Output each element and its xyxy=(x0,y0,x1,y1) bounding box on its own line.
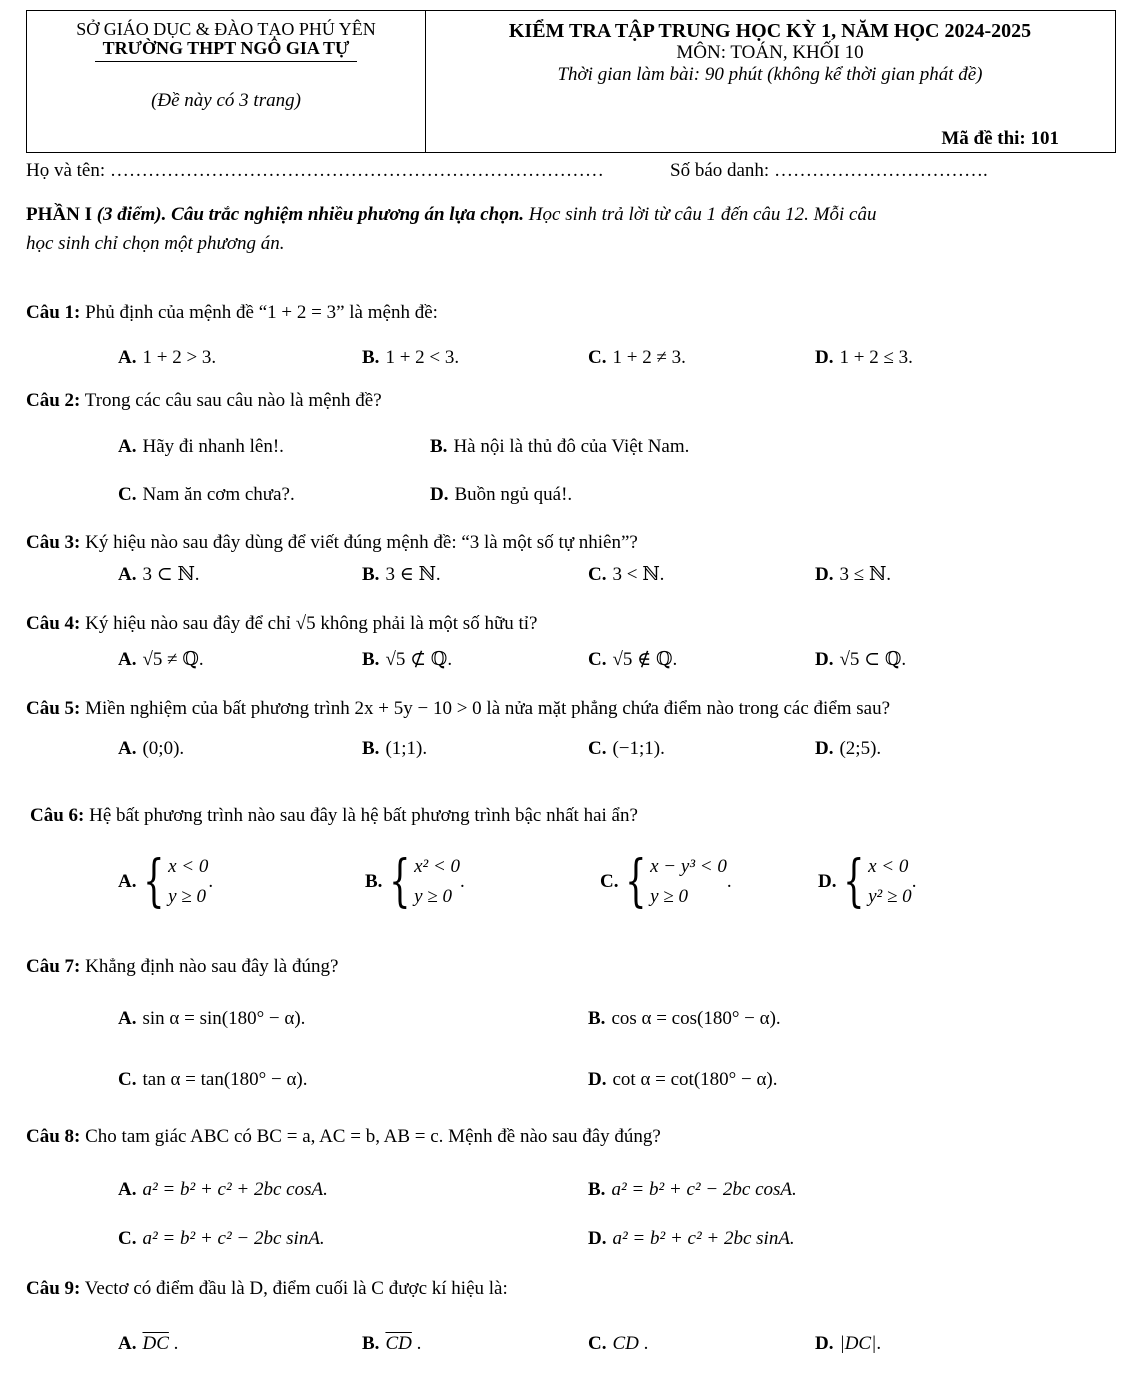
q2-option-a: A. Hãy đi nhanh lên!. xyxy=(118,436,284,457)
question-7 xyxy=(26,956,338,978)
question-text: Vectơ có điểm đầu là D, điểm cuối là C được kí hiệu là: xyxy=(84,1278,508,1299)
question-text: Trong các câu sau câu nào là mệnh đề? xyxy=(84,390,382,411)
question-2 xyxy=(26,390,382,412)
header-left xyxy=(27,11,426,152)
question-label: Câu 3: xyxy=(26,532,81,553)
question-label: Câu 9: xyxy=(26,1278,81,1299)
exam-time: Thời gian làm bài: 90 phút (không kể thời gian phát đề) xyxy=(557,64,983,85)
part1-points: (3 điểm). xyxy=(96,204,167,225)
header-right xyxy=(425,11,1115,152)
question-label: Câu 6: xyxy=(30,805,85,826)
part1-instruction-1: Học sinh trả lời từ câu 1 đến câu 12. Mỗi câu xyxy=(528,204,877,225)
q7-option-b: B. cos α = cos(180° − α). xyxy=(588,1008,781,1029)
question-label: Câu 7: xyxy=(26,956,81,977)
question-8 xyxy=(26,1126,661,1148)
question-label: Câu 8: xyxy=(26,1126,81,1147)
part1-title: PHẦN I xyxy=(26,204,92,225)
pages-note: (Đề này có 3 trang) xyxy=(151,90,301,111)
q9-option-a: A. $\overline{DC}$ . xyxy=(118,1333,179,1354)
department-name: SỞ GIÁO DỤC & ĐÀO TẠO PHÚ YÊN xyxy=(76,19,376,39)
q8-option-a: A. a² = b² + c² + 2bc cosA. xyxy=(118,1179,328,1200)
q1-option-d: D. 1 + 2 ≤ 3. xyxy=(815,347,913,368)
q8-option-c: C. a² = b² + c² − 2bc sinA. xyxy=(118,1228,325,1249)
q5-option-a: A. (0;0). xyxy=(118,738,185,759)
q8-option-b: B. a² = b² + c² − 2bc cosA. xyxy=(588,1179,797,1200)
part1-instructions xyxy=(26,200,1106,258)
part1-instruction-2: học sinh chỉ chọn một phương án. xyxy=(26,233,285,254)
q6-option-b: B. { x² < 0 y ≥ 0 . xyxy=(365,849,465,914)
q7-option-d: D. cot α = cot(180° − α). xyxy=(588,1069,778,1090)
q9-option-c: C. CD . xyxy=(588,1333,649,1354)
q3-option-c: C. 3 < ℕ. xyxy=(588,564,665,585)
question-5 xyxy=(26,698,890,720)
question-label: Câu 4: xyxy=(26,613,81,634)
q5-option-b: B. (1;1). xyxy=(362,738,428,759)
q2-option-d: D. Buồn ngủ quá!. xyxy=(430,484,573,505)
q5-option-c: C. (−1;1). xyxy=(588,738,665,759)
q2-option-c: C. Nam ăn cơm chưa?. xyxy=(118,484,295,505)
question-4 xyxy=(26,613,538,635)
q6-option-c: C. { x − y³ < 0 y ≥ 0 . xyxy=(600,849,732,914)
question-text: Ký hiệu nào sau đây dùng để viết đúng mệnh đề: “3 là một số tự nhiên”? xyxy=(85,532,638,553)
q4-option-a: A. √5 ≠ ℚ. xyxy=(118,649,204,670)
school-underline xyxy=(95,61,357,62)
question-3 xyxy=(26,532,638,554)
q3-option-b: B. 3 ∈ ℕ. xyxy=(362,564,441,585)
question-text: Hệ bất phương trình nào sau đây là hệ bất phương trình bậc nhất hai ẩn? xyxy=(89,805,638,826)
question-label: Câu 5: xyxy=(26,698,81,719)
q3-option-d: D. 3 ≤ ℕ. xyxy=(815,564,892,585)
part1-heading: Câu trắc nghiệm nhiều phương án lựa chọn. xyxy=(171,204,525,225)
q4-option-b: B. √5 ⊄ ℚ. xyxy=(362,649,453,670)
question-9 xyxy=(26,1278,508,1300)
question-text: Phủ định của mệnh đề “1 + 2 = 3” là mệnh đề: xyxy=(85,302,438,323)
q1-option-a: A. 1 + 2 > 3. xyxy=(118,347,217,368)
school-name: TRƯỜNG THPT NGÔ GIA TỰ xyxy=(102,38,350,58)
q4-option-d: D. √5 ⊂ ℚ. xyxy=(815,649,907,670)
q9-option-b: B. $\overline{CD}$ . xyxy=(362,1333,422,1354)
q5-option-d: D. (2;5). xyxy=(815,738,882,759)
student-name-line: Họ và tên: …………………………………………………………………… xyxy=(26,160,604,181)
q8-option-d: D. a² = b² + c² + 2bc sinA. xyxy=(588,1228,795,1249)
q9-option-d: D. |DC|. xyxy=(815,1333,882,1354)
exam-header xyxy=(26,10,1116,153)
q7-option-c: C. tan α = tan(180° − α). xyxy=(118,1069,308,1090)
question-1 xyxy=(26,302,438,324)
question-text: Khẳng định nào sau đây là đúng? xyxy=(85,956,339,977)
q6-option-d: D. { x < 0 y² ≥ 0 . xyxy=(818,849,917,914)
q1-option-c: C. 1 + 2 ≠ 3. xyxy=(588,347,686,368)
question-6 xyxy=(30,805,638,827)
question-text: Ký hiệu nào sau đây để chỉ √5 không phải là một số hữu tỉ? xyxy=(85,613,538,634)
exam-code: Mã đề thi: 101 xyxy=(941,128,1059,149)
q4-option-c: C. √5 ∉ ℚ. xyxy=(588,649,678,670)
question-text: Cho tam giác ABC có BC = a, AC = b, AB = c. Mệnh đề nào sau đây đúng? xyxy=(85,1126,661,1147)
q2-option-b: B. Hà nội là thủ đô của Việt Nam. xyxy=(430,436,690,457)
student-id-line: Số báo danh: ……………………………. xyxy=(670,160,988,181)
question-text: Miền nghiệm của bất phương trình 2x + 5y − 10 > 0 là nửa mặt phẳng chứa điểm nào trong các điểm sau? xyxy=(85,698,891,719)
question-label: Câu 2: xyxy=(26,390,81,411)
q3-option-a: A. 3 ⊂ ℕ. xyxy=(118,564,200,585)
exam-title: KIỂM TRA TẬP TRUNG HỌC KỲ 1, NĂM HỌC 2024-2025 xyxy=(508,20,1032,42)
exam-subject: MÔN: TOÁN, KHỐI 10 xyxy=(676,42,864,63)
q1-option-b: B. 1 + 2 < 3. xyxy=(362,347,460,368)
q6-option-a: A. { x < 0 y ≥ 0 . xyxy=(118,849,214,914)
question-label: Câu 1: xyxy=(26,302,81,323)
q7-option-a: A. sin α = sin(180° − α). xyxy=(118,1008,306,1029)
